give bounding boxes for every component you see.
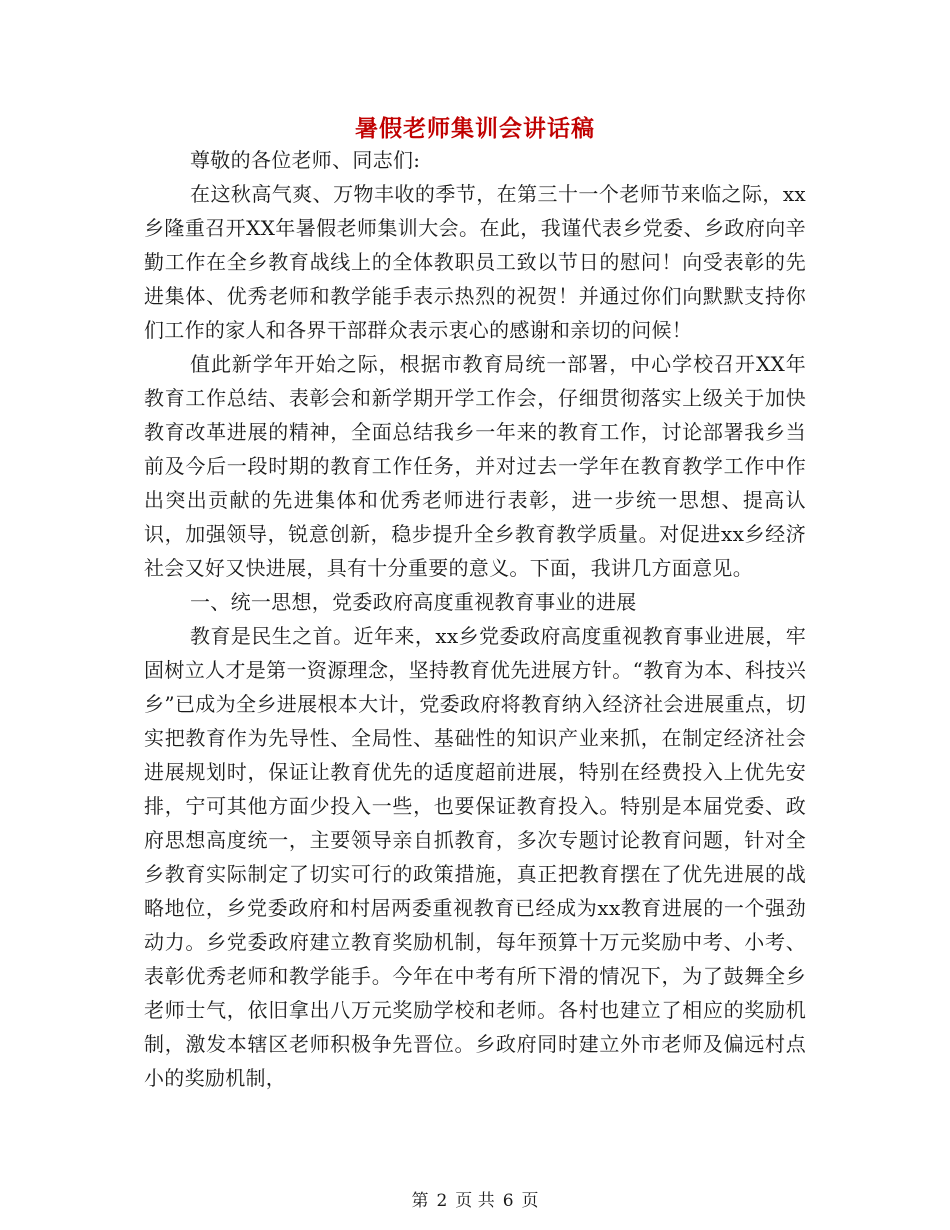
paragraph-opening: 在这秋高气爽、万物丰收的季节，在第三十一个老师节来临之际，xx乡隆重召开XX年暑假老师集训大会。在此，我谨代表乡党委、乡政府向辛勤工作在全乡教育战线上的全体教职员工致以节日的慰问！向受表彰的先进集体、优秀老师和教学能手表示热烈的祝贺！并通过你们向默默支持你们工作的家人和各界干部群众表示衷心的感谢和亲切的问候！	[144, 182, 806, 342]
footer-total-pages: 6	[502, 1191, 514, 1211]
document-title: 暑假老师集训会讲话稿	[355, 115, 595, 142]
footer-prefix: 第	[411, 1191, 429, 1211]
paragraph-section-1: 教育是民生之首。近年来，xx乡党委政府高度重视教育事业进展，牢固树立人才是第一资源理念，坚持教育优先进展方针。“教育为本、科技兴乡”已成为全乡进展根本大计，党委政府将教育纳入经济社会进展重点，切实把教育作为先导性、全局性、基础性的知识产业来抓，在制定经济社会进展规划时，保证让教育优先的适度超前进展，特别在经费投入上优先安排，宁可其他方面少投入一些，也要保证教育投入。特别是本届党委、政府思想高度统一，主要领导亲自抓教育，多次专题讨论教育问题，针对全乡教育实际制定了切实可行的政策措施，真正把教育摆在了优先进展的战略地位，乡党委政府和村居两委重视教育已经成为xx教育进展的一个强劲动力。乡党委政府建立教育奖励机制，每年预算十万元奖励中考、小考、表彰优秀老师和教学能手。今年在中考有所下滑的情况下，为了鼓舞全乡老师士气，依旧拿出八万元奖励学校和老师。各村也建立了相应的奖励机制，激发本辖区老师积极争先晋位。乡政府同时建立外市老师及偏远村点小的奖励机制，	[144, 624, 806, 1090]
section-heading-1: 一、统一思想，党委政府高度重视教育事业的进展	[190, 590, 637, 614]
page-footer	[0, 1186, 950, 1211]
document-body	[144, 143, 806, 1095]
paragraph-purpose: 值此新学年开始之际，根据市教育局统一部署，中心学校召开XX年教育工作总结、表彰会和新学期开学工作会，仔细贯彻落实上级关于加快教育改革进展的精神，全面总结我乡一年来的教育工作，讨论部署我乡当前及今后一段时期的教育工作任务，并对过去一学年在教育教学工作中作出突出贡献的先进集体和优秀老师进行表彰，进一步统一思想、提高认识，加强领导，锐意创新，稳步提升全乡教育教学质量。对促进xx乡经济社会又好又快进展，具有十分重要的意义。下面，我讲几方面意见。	[144, 352, 806, 580]
salutation: 尊敬的各位老师、同志们:	[190, 148, 421, 172]
footer-page-number: 2	[436, 1191, 448, 1211]
footer-mid: 页 共	[455, 1191, 495, 1211]
footer-suffix: 页	[521, 1191, 539, 1211]
